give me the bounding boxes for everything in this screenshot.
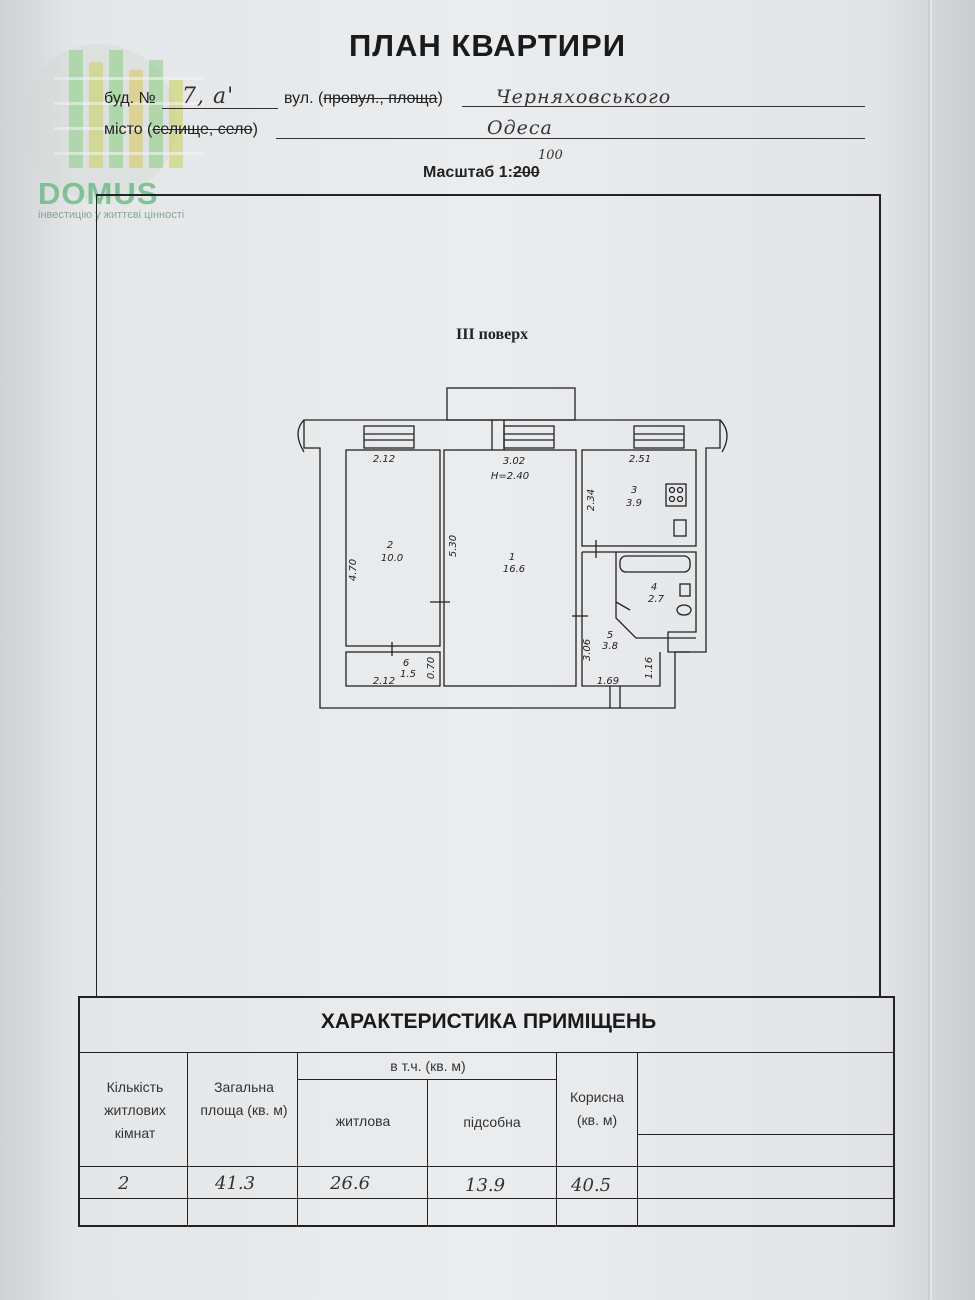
- scale-printed: 200: [512, 164, 540, 181]
- header-total-area: Загальна площа (кв. м): [200, 1079, 288, 1118]
- table-rule: [80, 1166, 894, 1167]
- room4-area: 2.7: [648, 594, 664, 605]
- table-col-line: [187, 1052, 188, 1225]
- table-col-line: [556, 1052, 557, 1225]
- dim-room1-height: 5.30: [448, 534, 459, 558]
- floor-plan: [290, 380, 750, 720]
- value-rooms: 2: [118, 1173, 130, 1194]
- header-rooms: Кількість житлових кімнат: [104, 1079, 166, 1141]
- dim-room2-top: 2.12: [372, 454, 396, 465]
- value-auxiliary: 13.9: [465, 1175, 506, 1196]
- page-title: ПЛАН КВАРТИРИ: [348, 28, 626, 63]
- dim-room1-top: 3.02: [502, 456, 526, 467]
- header-living: житлова: [335, 1113, 391, 1129]
- logo-slogan: інвестицію у життєві цінності: [38, 209, 185, 221]
- city-underline: [276, 138, 865, 139]
- city-label: місто (селище, село): [104, 121, 258, 138]
- dim-room3-height: 2.34: [586, 488, 597, 512]
- room5-number: 5: [606, 630, 614, 641]
- dim-room3-top: 2.51: [628, 454, 652, 465]
- dim-room2-height: 4.70: [348, 558, 359, 582]
- ceiling-height: H=2.40: [490, 471, 530, 482]
- table-rule: [637, 1134, 894, 1135]
- scale: [423, 148, 563, 182]
- city-value: Одеса: [487, 117, 553, 139]
- floor-label: III поверх: [456, 326, 529, 343]
- dim-room5-side: 1.16: [644, 656, 655, 680]
- dim-room5-width: 1.69: [596, 676, 620, 687]
- dim-room6-height: 0.70: [426, 656, 437, 680]
- table-col-line: [427, 1079, 428, 1225]
- room3-area: 3.9: [626, 498, 642, 509]
- building-value: 7, а': [182, 84, 235, 109]
- value-useful: 40.5: [571, 1175, 612, 1196]
- room1-area: 16.6: [502, 564, 526, 575]
- header-including: в т.ч. (кв. м): [390, 1058, 466, 1074]
- room2-area: 10.0: [380, 553, 404, 564]
- table-col-line: [297, 1052, 298, 1225]
- building-label: буд. №: [104, 90, 156, 107]
- room2-number: 2: [386, 540, 394, 551]
- room5-area: 3.8: [602, 641, 618, 652]
- logo-brand: DOMUS: [38, 176, 159, 211]
- dim-room6-width: 2.12: [372, 676, 396, 687]
- scale-handwritten: 100: [538, 148, 563, 163]
- dim-room5-height: 3.06: [582, 638, 593, 662]
- table-col-line: [637, 1052, 638, 1225]
- page-fold: [928, 0, 932, 1300]
- value-living: 26.6: [330, 1173, 371, 1194]
- scale-label: Масштаб 1:: [423, 164, 513, 181]
- room6-area: 1.5: [400, 669, 416, 680]
- room6-number: 6: [402, 658, 410, 669]
- room4-number: 4: [650, 582, 658, 593]
- room1-number: 1: [508, 552, 516, 563]
- room3-number: 3: [630, 485, 638, 496]
- value-total-area: 41.3: [215, 1173, 256, 1194]
- street-value: Черняховського: [496, 86, 672, 108]
- header-useful: Корисна (кв. м): [569, 1089, 625, 1128]
- street-label: вул. (провул., площа): [284, 90, 443, 107]
- table-rule: [80, 1198, 894, 1199]
- header-auxiliary: підсобна: [463, 1114, 521, 1130]
- table-rule: [80, 1052, 894, 1053]
- table-title: ХАРАКТЕРИСТИКА ПРИМІЩЕНЬ: [320, 1010, 657, 1033]
